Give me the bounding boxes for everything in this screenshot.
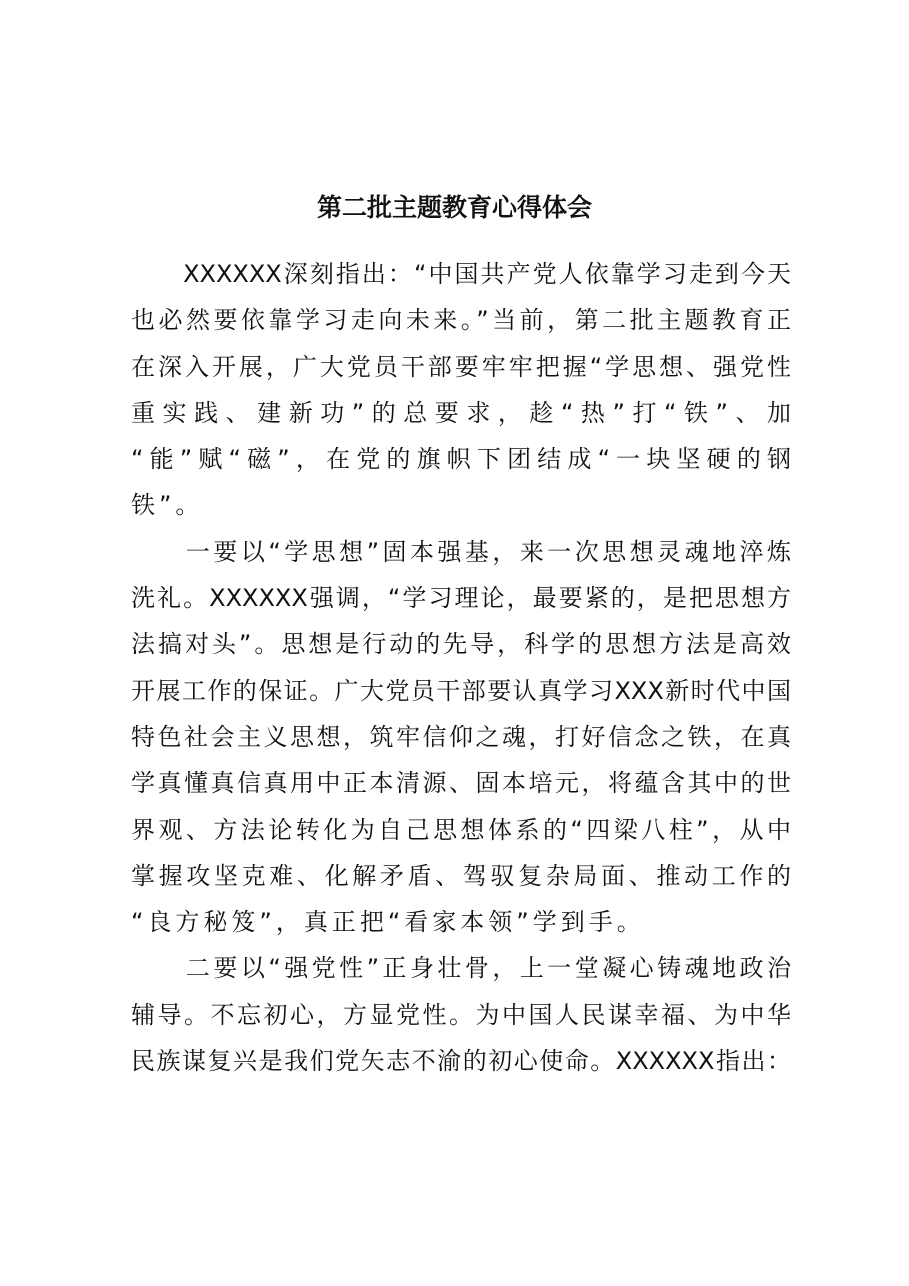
paragraph-3 xyxy=(131,945,791,1084)
text-line: 开展工作的保证。广大党员干部要认真学习XXX新时代中国 xyxy=(131,676,791,705)
text-line: 也必然要依靠学习走向未来。”当前，第二批主题教育正 xyxy=(131,306,791,335)
text-line: 掌握攻坚克难、化解矛盾、驾驭复杂局面、推动工作的 xyxy=(131,861,791,890)
paragraph-2 xyxy=(131,529,791,946)
text-line: 学真懂真信真用中正本清源、固本培元，将蕴含其中的世 xyxy=(131,769,791,798)
text-line: 在深入开展，广大党员干部要牢牢把握“学思想、强党性 xyxy=(131,352,791,381)
text-line: 二要以“强党性”正身壮骨，上一堂凝心铸魂地政治 xyxy=(131,954,791,983)
text-line: “良方秘笈”，真正把“看家本领”学到手。 xyxy=(131,908,645,937)
text-line: 辅导。不忘初心，方显党性。为中国人民谋幸福、为中华 xyxy=(131,1000,791,1029)
text-line: 民族谋复兴是我们党矢志不渝的初心使命。XXXXXX指出： xyxy=(131,1047,791,1076)
text-line: 法搞对头”。思想是行动的先导，科学的思想方法是高效 xyxy=(131,630,791,659)
text-line: XXXXXX深刻指出：“中国共产党人依靠学习走到今天 xyxy=(131,260,791,288)
text-line: “能”赋“磁”，在党的旗帜下团结成“一块坚硬的钢 xyxy=(131,445,791,474)
text-line: 界观、方法论转化为自己思想体系的“四梁八柱”，从中 xyxy=(131,815,791,844)
text-line: 铁”。 xyxy=(131,491,204,520)
text-line: 一要以“学思想”固本强基，来一次思想灵魂地淬炼 xyxy=(131,537,791,566)
document-title: 第二批主题教育心得体会 xyxy=(316,193,592,222)
text-line: 重实践、建新功”的总要求，趁“热”打“铁”、加 xyxy=(131,398,791,427)
text-line: 特色社会主义思想，筑牢信仰之魂，打好信念之铁，在真 xyxy=(131,722,791,751)
text-line: 洗礼。XXXXXX强调，“学习理论，最要紧的，是把思想方 xyxy=(131,584,791,613)
document-body xyxy=(131,251,791,1084)
paragraph-1 xyxy=(131,251,791,529)
